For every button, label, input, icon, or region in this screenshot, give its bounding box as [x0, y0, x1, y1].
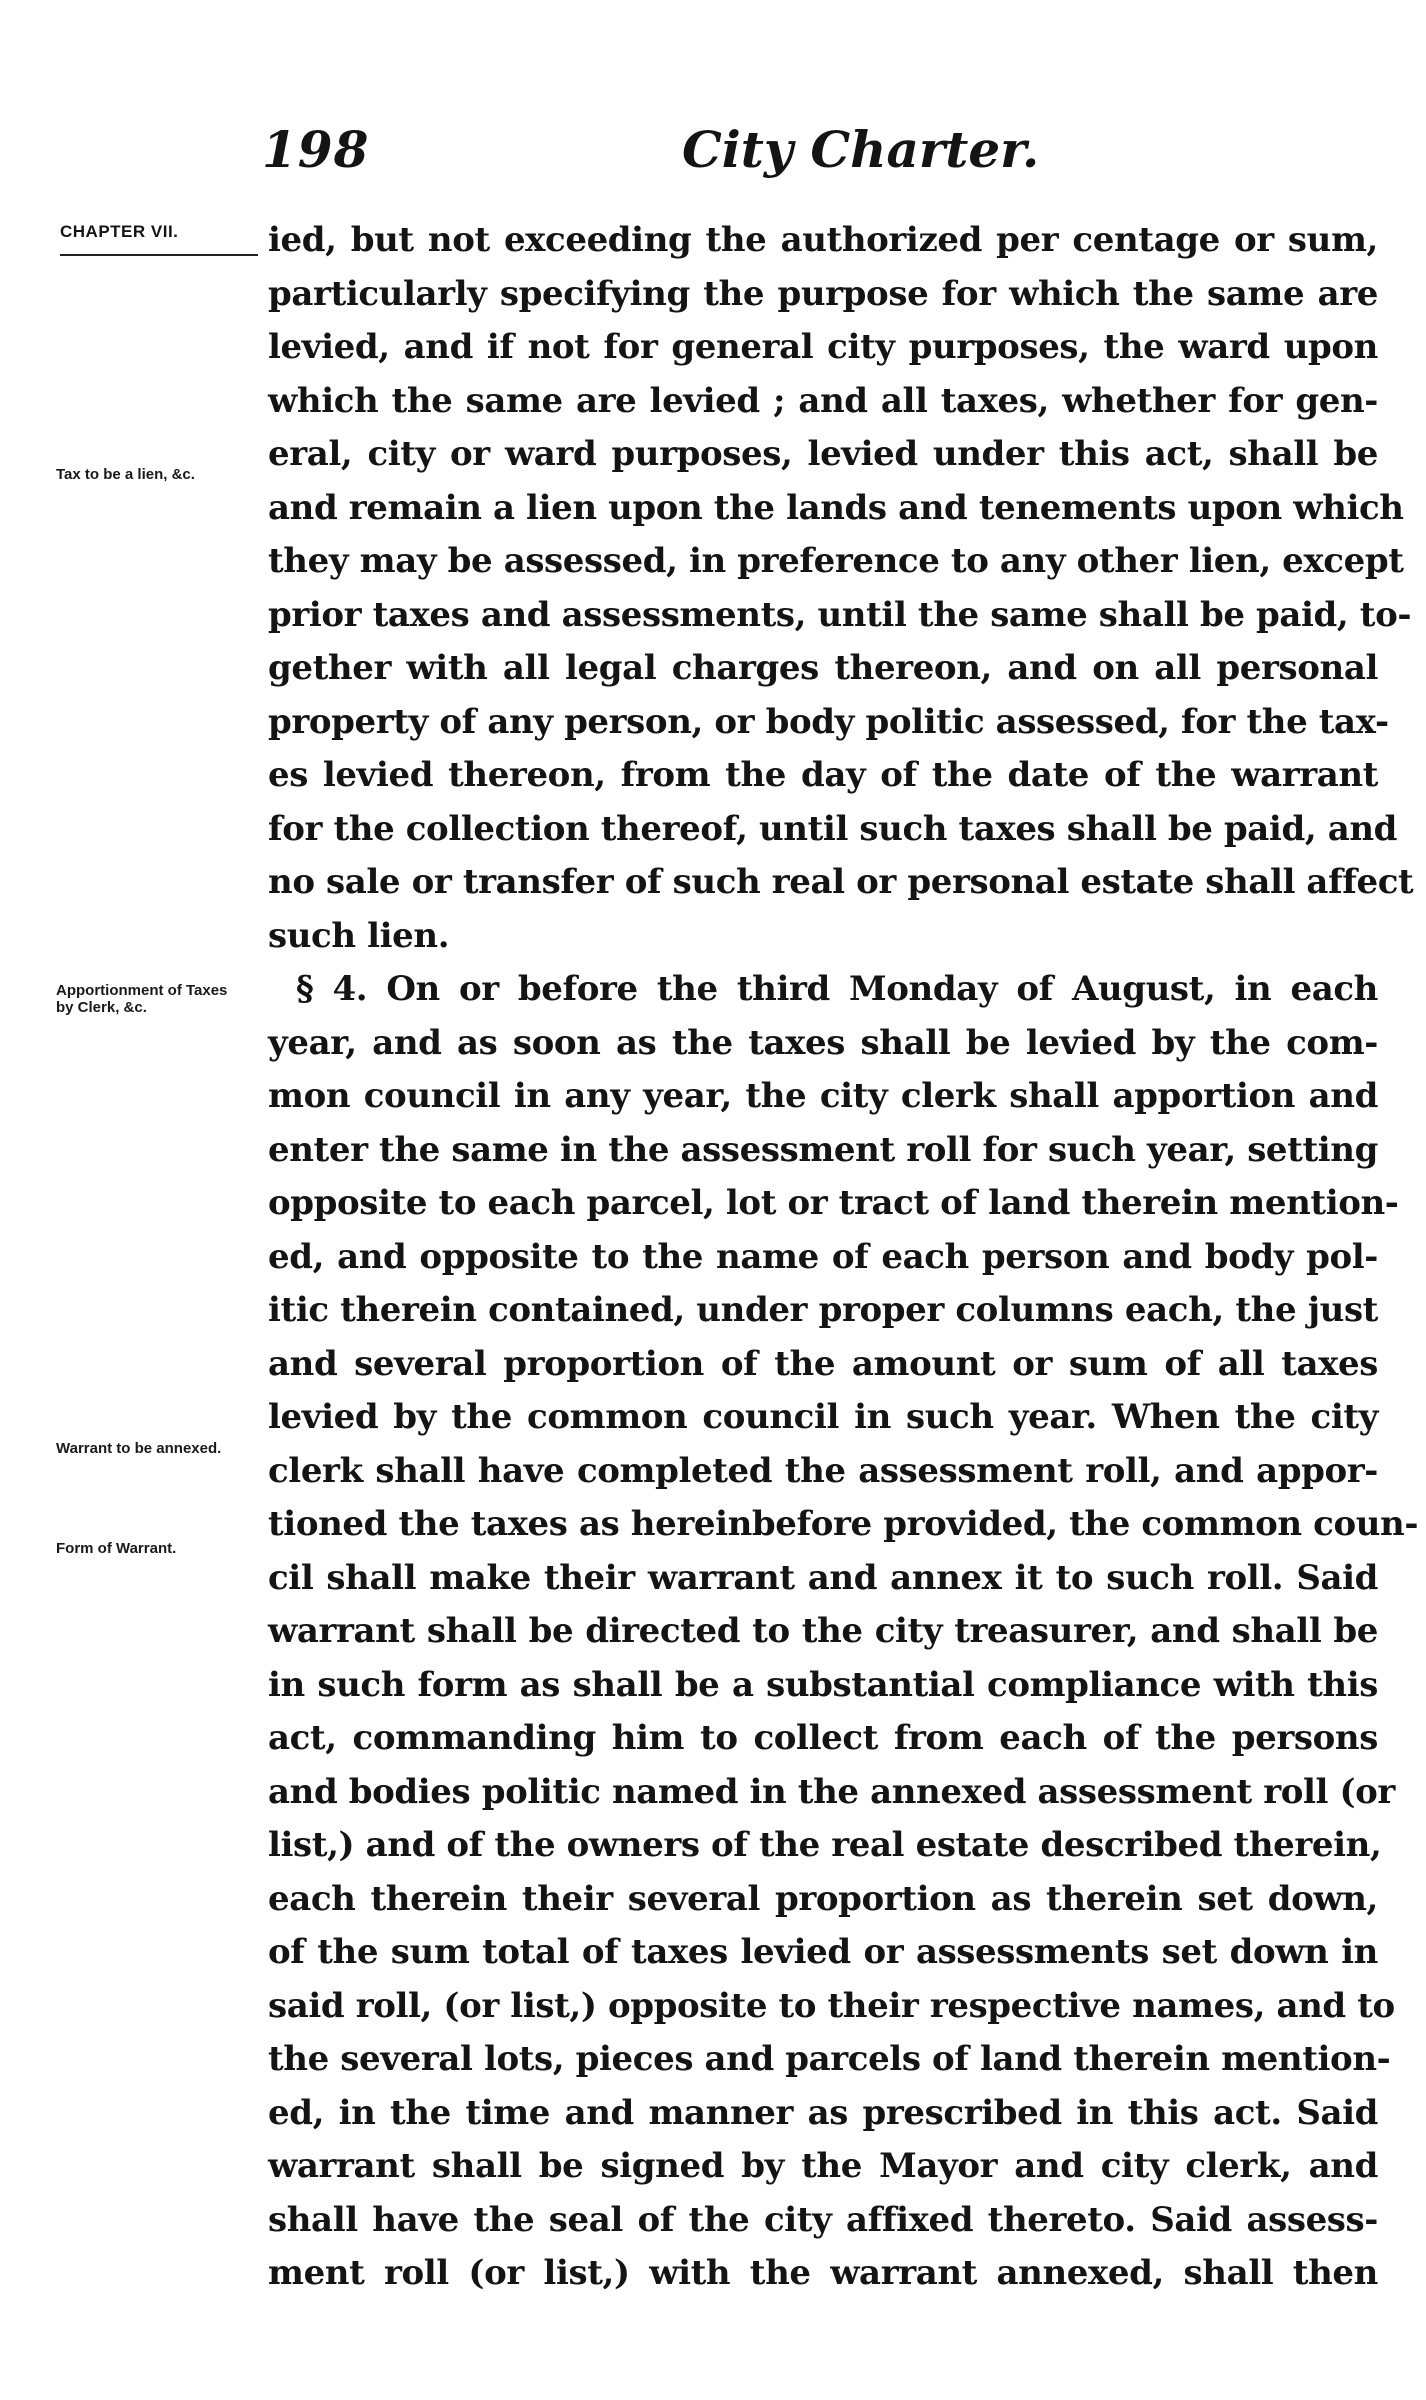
text-line: the several lots, pieces and parcels of land therein mention-: [268, 2039, 1391, 2079]
running-title: City Charter.: [682, 120, 1040, 179]
page-number: 198: [262, 120, 370, 179]
chapter-label: CHAPTER VII.: [60, 222, 258, 256]
text-line: prior taxes and assessments, until the same shall be paid, to-: [268, 594, 1412, 635]
text-line: and remain a lien upon the lands and tenements upon which: [268, 487, 1404, 528]
text-line: and several proportion of the amount or sum of all taxes: [268, 1343, 1378, 1384]
margin-note-warrant-annexed: Warrant to be annexed.: [56, 1440, 222, 1457]
text-line: tioned the taxes as hereinbefore provided, the common coun-: [268, 1504, 1419, 1544]
page-header: [262, 120, 1372, 200]
text-line: eral, city or ward purposes, levied under this act, shall be: [268, 434, 1378, 474]
text-line: which the same are levied ; and all taxes, whether for gen-: [268, 380, 1378, 421]
text-line: of the sum total of taxes levied or assessments set down in: [268, 1932, 1378, 1972]
text-line: no sale or transfer of such real or personal estate shall affect: [268, 862, 1414, 902]
section-heading-line: § 4. On or before the third Monday of August, in each: [296, 969, 1378, 1009]
text-line: said roll, (or list,) opposite to their respective names, and to: [268, 1985, 1395, 2026]
text-line: in such form as shall be a substantial compliance with this: [268, 1664, 1378, 1705]
text-line: each therein their several proportion as therein set down,: [268, 1878, 1378, 1919]
text-line: for the collection thereof, until such taxes shall be paid, and: [268, 808, 1398, 849]
text-line: warrant shall be directed to the city treasurer, and shall be: [268, 1611, 1378, 1651]
text-line: shall have the seal of the city affixed thereto. Said assess-: [268, 2199, 1378, 2240]
margin-note-apportionment: Apportionment of Taxes by Clerk, &c.: [56, 982, 228, 1016]
text-line: they may be assessed, in preference to any other lien, except: [268, 541, 1404, 581]
text-line: ed, and opposite to the name of each person and body pol-: [268, 1236, 1378, 1277]
text-line: warrant shall be signed by the Mayor and city clerk, and: [268, 2146, 1378, 2186]
text-line: es levied thereon, from the day of the date of the warrant: [268, 755, 1378, 795]
text-line: levied by the common council in such year. When the city: [268, 1397, 1378, 1437]
text-line: act, commanding him to collect from each of the persons: [268, 1718, 1378, 1758]
text-line: list,) and of the owners of the real estate described therein,: [268, 1825, 1382, 1865]
text-line: itic therein contained, under proper columns each, the just: [268, 1290, 1378, 1330]
text-line: opposite to each parcel, lot or tract of land therein mention-: [268, 1183, 1399, 1223]
text-line: ment roll (or list,) with the warrant annexed, shall then: [268, 2253, 1378, 2293]
text-line: mon council in any year, the city clerk shall apportion and: [268, 1076, 1378, 1116]
text-line: property of any person, or body politic assessed, for the tax-: [268, 701, 1389, 742]
text-line: gether with all legal charges thereon, and on all personal: [268, 648, 1378, 688]
text-line: such lien.: [268, 915, 450, 956]
text-line: cil shall make their warrant and annex it to such roll. Said: [268, 1557, 1378, 1598]
text-line: ied, but not exceeding the authorized per centage or sum,: [268, 220, 1378, 260]
text-line: ed, in the time and manner as prescribed in this act. Said: [268, 2092, 1378, 2133]
body-text: [268, 214, 1419, 2301]
text-line: enter the same in the assessment roll for such year, setting: [268, 1129, 1378, 1170]
text-line: clerk shall have completed the assessment roll, and appor-: [268, 1450, 1378, 1491]
margin-note-tax-lien: Tax to be a lien, &c.: [56, 466, 195, 483]
margin-note-form-of-warrant: Form of Warrant.: [56, 1540, 177, 1557]
text-line: particularly specifying the purpose for which the same are: [268, 273, 1378, 314]
text-line: year, and as soon as the taxes shall be levied by the com-: [268, 1022, 1378, 1063]
text-line: and bodies politic named in the annexed assessment roll (or: [268, 1771, 1395, 1812]
text-line: levied, and if not for general city purposes, the ward upon: [268, 327, 1378, 367]
